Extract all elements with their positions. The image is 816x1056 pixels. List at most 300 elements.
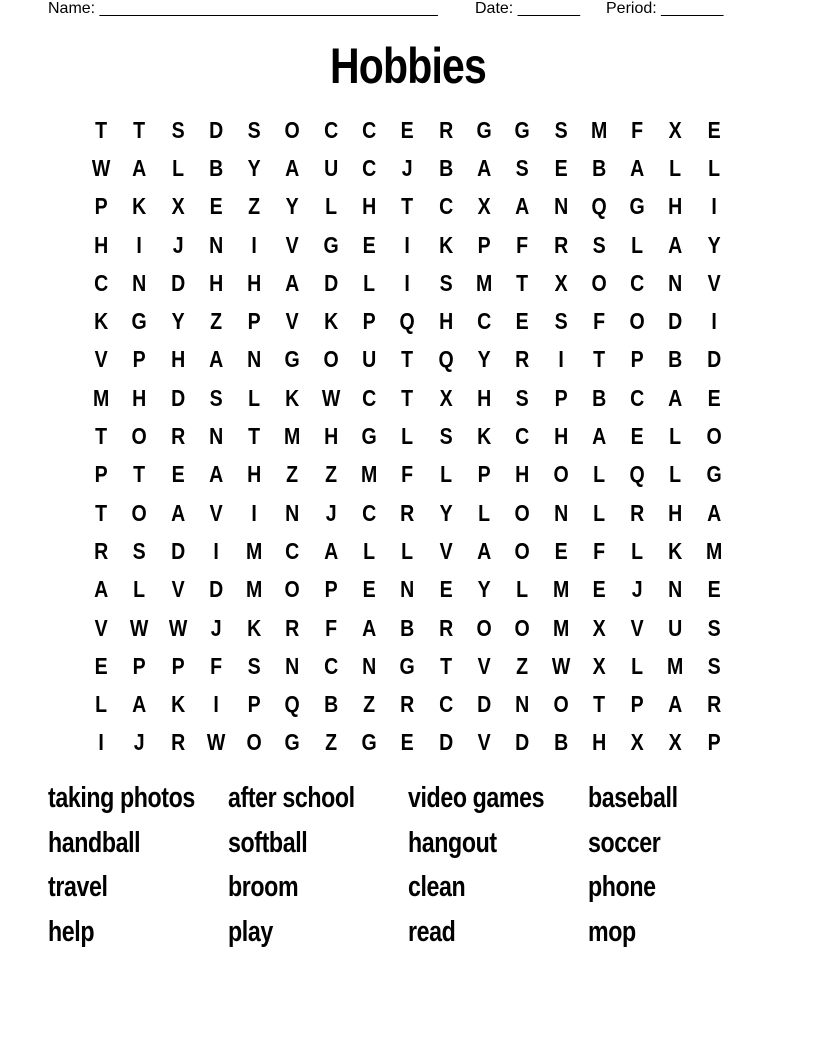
- grid-letter[interactable]: E: [554, 537, 568, 564]
- grid-letter[interactable]: A: [323, 537, 338, 564]
- grid-letter[interactable]: T: [593, 691, 605, 718]
- grid-letter[interactable]: S: [707, 652, 721, 679]
- grid-letter[interactable]: I: [711, 308, 717, 335]
- grid-letter[interactable]: L: [95, 691, 108, 718]
- grid-letter[interactable]: N: [285, 652, 300, 679]
- word-list-item: clean: [408, 871, 466, 903]
- grid-letter[interactable]: L: [439, 461, 452, 488]
- grid-letter[interactable]: T: [248, 423, 261, 450]
- grid-letter[interactable]: C: [515, 423, 530, 450]
- grid-letter[interactable]: E: [400, 116, 415, 143]
- grid-letter[interactable]: N: [247, 346, 262, 373]
- grid-letter[interactable]: F: [631, 116, 644, 143]
- grid-letter[interactable]: O: [285, 116, 301, 143]
- grid-letter[interactable]: L: [478, 499, 491, 526]
- grid-letter[interactable]: Y: [439, 499, 453, 526]
- grid-letter[interactable]: T: [133, 461, 146, 488]
- grid-letter[interactable]: M: [246, 537, 263, 564]
- grid-letter[interactable]: S: [707, 614, 721, 641]
- grid-letter[interactable]: S: [554, 308, 568, 335]
- grid-letter[interactable]: P: [554, 384, 568, 411]
- grid-letter[interactable]: A: [668, 691, 683, 718]
- grid-letter[interactable]: N: [208, 231, 224, 258]
- grid-letter[interactable]: V: [286, 231, 300, 258]
- grid-letter[interactable]: S: [439, 269, 453, 296]
- grid-letter[interactable]: K: [132, 193, 147, 220]
- grid-letter[interactable]: L: [669, 423, 682, 450]
- grid-letter[interactable]: A: [668, 231, 683, 258]
- grid-letter[interactable]: C: [285, 537, 300, 564]
- grid-letter[interactable]: H: [208, 269, 224, 296]
- grid-letter[interactable]: O: [514, 537, 531, 564]
- grid-letter[interactable]: W: [130, 614, 149, 641]
- grid-letter[interactable]: T: [439, 652, 452, 679]
- grid-letter[interactable]: Z: [516, 652, 529, 679]
- grid-letter[interactable]: M: [590, 116, 608, 143]
- grid-letter[interactable]: V: [439, 537, 453, 564]
- grid-letter[interactable]: P: [247, 308, 261, 335]
- grid-letter[interactable]: E: [362, 231, 376, 258]
- grid-letter[interactable]: N: [132, 269, 147, 296]
- grid-letter[interactable]: P: [477, 231, 491, 258]
- grid-letter[interactable]: R: [285, 614, 300, 641]
- grid-letter[interactable]: X: [630, 729, 644, 756]
- grid-letter[interactable]: G: [285, 729, 301, 756]
- name-field[interactable]: Name: ______________________________________: [48, 0, 438, 17]
- grid-letter[interactable]: C: [323, 116, 338, 143]
- grid-letter[interactable]: W: [91, 154, 111, 181]
- grid-letter[interactable]: C: [94, 269, 109, 296]
- grid-letter[interactable]: V: [209, 499, 223, 526]
- grid-letter[interactable]: D: [438, 729, 453, 756]
- grid-letter[interactable]: O: [591, 269, 607, 296]
- grid-letter[interactable]: Z: [324, 461, 337, 488]
- grid-letter[interactable]: M: [705, 537, 723, 564]
- grid-letter[interactable]: P: [477, 461, 491, 488]
- grid-letter[interactable]: N: [668, 576, 683, 603]
- grid-letter[interactable]: I: [251, 231, 258, 258]
- grid-letter[interactable]: O: [323, 346, 339, 373]
- grid-letter[interactable]: B: [591, 154, 607, 181]
- grid-letter[interactable]: E: [707, 576, 721, 603]
- grid-letter[interactable]: M: [93, 384, 110, 411]
- grid-letter[interactable]: L: [669, 154, 682, 181]
- grid-letter[interactable]: H: [94, 231, 109, 258]
- grid-letter[interactable]: C: [323, 652, 338, 679]
- grid-letter[interactable]: E: [554, 154, 568, 181]
- grid-letter[interactable]: C: [477, 308, 492, 335]
- grid-letter[interactable]: J: [325, 499, 337, 526]
- grid-letter[interactable]: O: [476, 614, 492, 641]
- grid-letter[interactable]: J: [134, 729, 145, 756]
- grid-letter[interactable]: N: [285, 499, 300, 526]
- grid-letter[interactable]: S: [592, 231, 606, 258]
- grid-letter[interactable]: Z: [210, 308, 223, 335]
- grid-letter[interactable]: I: [98, 729, 104, 756]
- grid-letter[interactable]: R: [706, 691, 721, 718]
- grid-letter[interactable]: D: [170, 269, 185, 296]
- grid-letter[interactable]: L: [171, 154, 184, 181]
- grid-letter[interactable]: F: [593, 308, 605, 335]
- grid-letter[interactable]: N: [208, 423, 224, 450]
- grid-letter[interactable]: S: [439, 423, 453, 450]
- grid-letter[interactable]: U: [668, 614, 683, 641]
- grid-letter[interactable]: T: [593, 346, 605, 373]
- grid-letter[interactable]: T: [401, 384, 414, 411]
- grid-letter[interactable]: X: [554, 269, 568, 296]
- grid-letter[interactable]: Z: [324, 729, 337, 756]
- grid-letter[interactable]: Q: [285, 691, 301, 718]
- grid-letter[interactable]: W: [321, 384, 341, 411]
- grid-letter[interactable]: E: [707, 384, 721, 411]
- grid-letter[interactable]: H: [553, 423, 568, 450]
- grid-letter[interactable]: O: [285, 576, 301, 603]
- grid-letter[interactable]: B: [553, 729, 568, 756]
- grid-letter[interactable]: H: [438, 308, 453, 335]
- grid-letter[interactable]: R: [94, 537, 109, 564]
- grid-letter[interactable]: K: [94, 308, 109, 335]
- grid-letter[interactable]: S: [515, 384, 529, 411]
- grid-letter[interactable]: W: [551, 652, 570, 679]
- grid-letter[interactable]: C: [438, 193, 453, 220]
- grid-letter[interactable]: A: [477, 154, 492, 181]
- grid-letter[interactable]: C: [630, 269, 645, 296]
- grid-letter[interactable]: L: [631, 652, 644, 679]
- grid-letter[interactable]: A: [668, 384, 683, 411]
- grid-letter[interactable]: N: [362, 652, 377, 679]
- grid-letter[interactable]: O: [246, 729, 262, 756]
- grid-letter[interactable]: M: [246, 576, 263, 603]
- word-list-item: hangout: [408, 826, 497, 859]
- grid-letter[interactable]: V: [630, 614, 644, 641]
- grid-letter[interactable]: V: [286, 308, 300, 335]
- grid-letter[interactable]: P: [324, 576, 338, 603]
- grid-letter[interactable]: J: [210, 614, 222, 641]
- grid-letter[interactable]: Z: [248, 193, 261, 220]
- grid-letter[interactable]: A: [362, 614, 377, 641]
- grid-letter[interactable]: K: [438, 231, 453, 258]
- grid-letter[interactable]: K: [247, 614, 262, 641]
- grid-letter[interactable]: E: [362, 576, 376, 603]
- period-field[interactable]: Period: _______: [606, 0, 724, 17]
- grid-letter[interactable]: V: [707, 269, 721, 296]
- word-search-grid[interactable]: [82, 111, 733, 762]
- grid-letter[interactable]: H: [515, 461, 530, 488]
- grid-letter[interactable]: C: [362, 384, 377, 411]
- grid-letter[interactable]: Y: [477, 346, 491, 373]
- grid-letter[interactable]: K: [323, 308, 338, 335]
- grid-letter[interactable]: Z: [363, 691, 376, 718]
- grid-letter[interactable]: R: [438, 116, 453, 143]
- grid-letter[interactable]: X: [477, 193, 491, 220]
- grid-letter[interactable]: N: [553, 193, 568, 220]
- grid-letter[interactable]: V: [477, 652, 491, 679]
- grid-letter[interactable]: I: [213, 537, 219, 564]
- grid-letter[interactable]: R: [170, 729, 185, 756]
- grid-letter[interactable]: G: [399, 652, 416, 679]
- grid-letter[interactable]: C: [362, 499, 377, 526]
- grid-letter[interactable]: K: [170, 691, 185, 718]
- grid-letter[interactable]: T: [95, 423, 108, 450]
- grid-letter[interactable]: T: [95, 499, 108, 526]
- grid-letter[interactable]: M: [552, 576, 569, 603]
- grid-letter[interactable]: R: [400, 499, 415, 526]
- grid-letter[interactable]: I: [711, 193, 717, 220]
- grid-letter[interactable]: S: [515, 154, 529, 181]
- grid-letter[interactable]: A: [591, 423, 607, 450]
- grid-letter[interactable]: H: [323, 423, 338, 450]
- grid-letter[interactable]: P: [132, 652, 146, 679]
- grid-letter[interactable]: C: [362, 154, 377, 181]
- grid-letter[interactable]: T: [133, 116, 146, 143]
- grid-letter[interactable]: G: [476, 116, 492, 143]
- word-list-item: mop: [588, 915, 636, 948]
- grid-letter[interactable]: V: [94, 346, 108, 373]
- grid-letter[interactable]: R: [553, 231, 568, 258]
- grid-letter[interactable]: T: [401, 346, 414, 373]
- grid-letter[interactable]: D: [323, 269, 338, 296]
- grid-letter[interactable]: N: [515, 691, 530, 718]
- grid-letter[interactable]: U: [323, 154, 338, 181]
- grid-letter[interactable]: M: [552, 614, 569, 641]
- grid-letter[interactable]: G: [323, 231, 339, 258]
- grid-letter[interactable]: Y: [247, 154, 261, 181]
- grid-letter[interactable]: F: [401, 461, 414, 488]
- grid-letter[interactable]: X: [171, 193, 185, 220]
- grid-letter[interactable]: B: [208, 154, 224, 181]
- grid-letter[interactable]: H: [668, 499, 683, 526]
- grid-letter[interactable]: L: [363, 537, 376, 564]
- grid-letter[interactable]: D: [170, 384, 185, 411]
- grid-letter[interactable]: I: [213, 691, 219, 718]
- grid-letter[interactable]: O: [553, 461, 569, 488]
- grid-letter[interactable]: V: [94, 614, 108, 641]
- grid-letter[interactable]: G: [131, 308, 148, 335]
- grid-letter[interactable]: K: [668, 537, 683, 564]
- grid-letter[interactable]: L: [593, 461, 605, 488]
- grid-letter[interactable]: E: [707, 116, 721, 143]
- grid-letter[interactable]: H: [591, 729, 607, 756]
- grid-letter[interactable]: H: [170, 346, 185, 373]
- grid-letter[interactable]: G: [706, 461, 722, 488]
- grid-letter[interactable]: D: [515, 729, 530, 756]
- grid-letter[interactable]: A: [477, 537, 492, 564]
- grid-letter[interactable]: L: [707, 154, 720, 181]
- grid-letter[interactable]: A: [285, 154, 300, 181]
- grid-letter[interactable]: T: [95, 116, 108, 143]
- grid-letter[interactable]: V: [171, 576, 185, 603]
- grid-letter[interactable]: W: [168, 614, 187, 641]
- grid-letter[interactable]: B: [668, 346, 683, 373]
- grid-letter[interactable]: N: [668, 269, 683, 296]
- grid-letter[interactable]: A: [208, 346, 224, 373]
- grid-letter[interactable]: H: [362, 193, 377, 220]
- grid-letter[interactable]: L: [363, 269, 376, 296]
- grid-letter[interactable]: I: [251, 499, 258, 526]
- grid-letter[interactable]: H: [247, 461, 262, 488]
- date-field[interactable]: Date: _______: [475, 0, 580, 17]
- grid-letter[interactable]: A: [132, 691, 147, 718]
- grid-letter[interactable]: A: [94, 576, 109, 603]
- page-title: Hobbies: [329, 38, 487, 94]
- grid-letter[interactable]: Q: [591, 193, 607, 220]
- grid-letter[interactable]: A: [132, 154, 147, 181]
- grid-letter[interactable]: D: [208, 116, 224, 143]
- grid-letter[interactable]: P: [132, 346, 146, 373]
- grid-letter[interactable]: L: [401, 423, 414, 450]
- grid-letter[interactable]: I: [404, 231, 411, 258]
- grid-letter[interactable]: D: [706, 346, 721, 373]
- grid-letter[interactable]: X: [669, 116, 683, 143]
- grid-letter[interactable]: U: [362, 346, 377, 373]
- grid-letter[interactable]: Y: [477, 576, 491, 603]
- grid-letter[interactable]: D: [477, 691, 492, 718]
- grid-letter[interactable]: S: [132, 537, 146, 564]
- grid-letter[interactable]: B: [591, 384, 607, 411]
- grid-letter[interactable]: X: [669, 729, 683, 756]
- grid-letter[interactable]: P: [94, 461, 108, 488]
- grid-letter[interactable]: L: [669, 461, 682, 488]
- grid-letter[interactable]: Y: [707, 231, 721, 258]
- grid-letter[interactable]: E: [592, 576, 606, 603]
- grid-letter[interactable]: X: [592, 614, 606, 641]
- grid-letter[interactable]: P: [94, 193, 108, 220]
- grid-letter[interactable]: L: [631, 231, 644, 258]
- grid-letter[interactable]: F: [593, 537, 605, 564]
- grid-letter[interactable]: J: [631, 576, 643, 603]
- grid-letter[interactable]: L: [324, 193, 337, 220]
- grid-letter[interactable]: B: [438, 154, 453, 181]
- grid-letter[interactable]: Q: [399, 308, 416, 335]
- grid-letter[interactable]: O: [514, 614, 531, 641]
- grid-letter[interactable]: N: [553, 499, 568, 526]
- grid-letter[interactable]: K: [477, 423, 492, 450]
- grid-letter[interactable]: O: [553, 691, 569, 718]
- grid-letter[interactable]: E: [209, 193, 223, 220]
- grid-letter[interactable]: R: [170, 423, 185, 450]
- grid-letter[interactable]: B: [323, 691, 338, 718]
- grid-letter[interactable]: W: [206, 729, 226, 756]
- grid-letter[interactable]: Y: [171, 308, 185, 335]
- grid-letter[interactable]: R: [515, 346, 530, 373]
- grid-letter[interactable]: X: [592, 652, 606, 679]
- grid-letter[interactable]: D: [668, 308, 683, 335]
- grid-letter[interactable]: L: [248, 384, 261, 411]
- grid-letter[interactable]: I: [136, 231, 143, 258]
- grid-letter[interactable]: O: [706, 423, 722, 450]
- grid-letter[interactable]: E: [400, 729, 415, 756]
- grid-letter[interactable]: D: [208, 576, 224, 603]
- grid-letter[interactable]: P: [247, 691, 261, 718]
- grid-letter[interactable]: J: [402, 154, 413, 181]
- grid-letter[interactable]: H: [477, 384, 492, 411]
- word-list-item: soccer: [588, 826, 661, 859]
- grid-letter[interactable]: Q: [438, 346, 454, 373]
- grid-letter[interactable]: L: [401, 537, 414, 564]
- grid-letter[interactable]: Y: [286, 193, 300, 220]
- grid-letter[interactable]: C: [630, 384, 645, 411]
- grid-letter[interactable]: O: [629, 308, 645, 335]
- grid-letter[interactable]: A: [208, 461, 224, 488]
- grid-letter[interactable]: M: [667, 652, 684, 679]
- word-list-item: softball: [228, 826, 308, 859]
- grid-letter[interactable]: V: [477, 729, 491, 756]
- grid-letter[interactable]: F: [516, 231, 529, 258]
- grid-letter[interactable]: G: [514, 116, 531, 143]
- grid-letter[interactable]: A: [170, 499, 185, 526]
- grid-letter[interactable]: P: [171, 652, 185, 679]
- grid-letter[interactable]: P: [707, 729, 721, 756]
- grid-letter[interactable]: S: [171, 116, 185, 143]
- grid-letter[interactable]: H: [132, 384, 147, 411]
- grid-letter[interactable]: E: [439, 576, 453, 603]
- grid-letter[interactable]: H: [247, 269, 262, 296]
- grid-letter[interactable]: N: [400, 576, 415, 603]
- grid-letter[interactable]: G: [361, 729, 377, 756]
- grid-letter[interactable]: P: [630, 691, 644, 718]
- grid-letter[interactable]: S: [247, 116, 261, 143]
- word-list-item: video games: [408, 782, 545, 814]
- grid-letter[interactable]: G: [361, 423, 377, 450]
- grid-letter[interactable]: G: [629, 193, 645, 220]
- grid-letter[interactable]: E: [171, 461, 185, 488]
- grid-letter[interactable]: F: [210, 652, 223, 679]
- grid-letter[interactable]: K: [285, 384, 300, 411]
- grid-letter[interactable]: A: [706, 499, 721, 526]
- grid-letter[interactable]: Z: [286, 461, 299, 488]
- grid-letter[interactable]: C: [438, 691, 453, 718]
- grid-letter[interactable]: R: [630, 499, 645, 526]
- grid-letter[interactable]: T: [401, 193, 414, 220]
- grid-letter[interactable]: Q: [629, 461, 645, 488]
- grid-letter[interactable]: J: [172, 231, 184, 258]
- grid-letter[interactable]: B: [400, 614, 415, 641]
- grid-letter[interactable]: L: [631, 537, 644, 564]
- grid-letter[interactable]: R: [400, 691, 415, 718]
- grid-letter[interactable]: A: [515, 193, 530, 220]
- grid-letter[interactable]: F: [324, 614, 337, 641]
- grid-letter[interactable]: M: [361, 461, 378, 488]
- grid-letter[interactable]: O: [514, 499, 531, 526]
- grid-letter[interactable]: M: [284, 423, 301, 450]
- grid-letter[interactable]: I: [557, 346, 564, 373]
- grid-letter[interactable]: C: [362, 116, 377, 143]
- grid-letter[interactable]: E: [515, 308, 529, 335]
- grid-letter[interactable]: A: [630, 154, 645, 181]
- grid-letter[interactable]: A: [285, 269, 300, 296]
- grid-letter[interactable]: D: [170, 537, 185, 564]
- grid-letter[interactable]: R: [438, 614, 453, 641]
- grid-letter[interactable]: X: [439, 384, 453, 411]
- grid-letter[interactable]: L: [593, 499, 605, 526]
- grid-letter[interactable]: S: [209, 384, 223, 411]
- grid-letter[interactable]: P: [630, 346, 644, 373]
- grid-letter[interactable]: O: [131, 423, 148, 450]
- grid-letter[interactable]: S: [247, 652, 261, 679]
- grid-letter[interactable]: L: [516, 576, 529, 603]
- grid-letter[interactable]: P: [362, 308, 376, 335]
- grid-letter[interactable]: M: [475, 269, 493, 296]
- grid-letter[interactable]: G: [285, 346, 301, 373]
- grid-letter[interactable]: O: [131, 499, 148, 526]
- grid-letter[interactable]: S: [554, 116, 568, 143]
- grid-letter[interactable]: E: [630, 423, 644, 450]
- grid-letter[interactable]: L: [133, 576, 146, 603]
- grid-letter[interactable]: T: [516, 269, 529, 296]
- grid-letter[interactable]: H: [668, 193, 683, 220]
- grid-letter[interactable]: I: [404, 269, 411, 296]
- grid-letter[interactable]: E: [94, 652, 108, 679]
